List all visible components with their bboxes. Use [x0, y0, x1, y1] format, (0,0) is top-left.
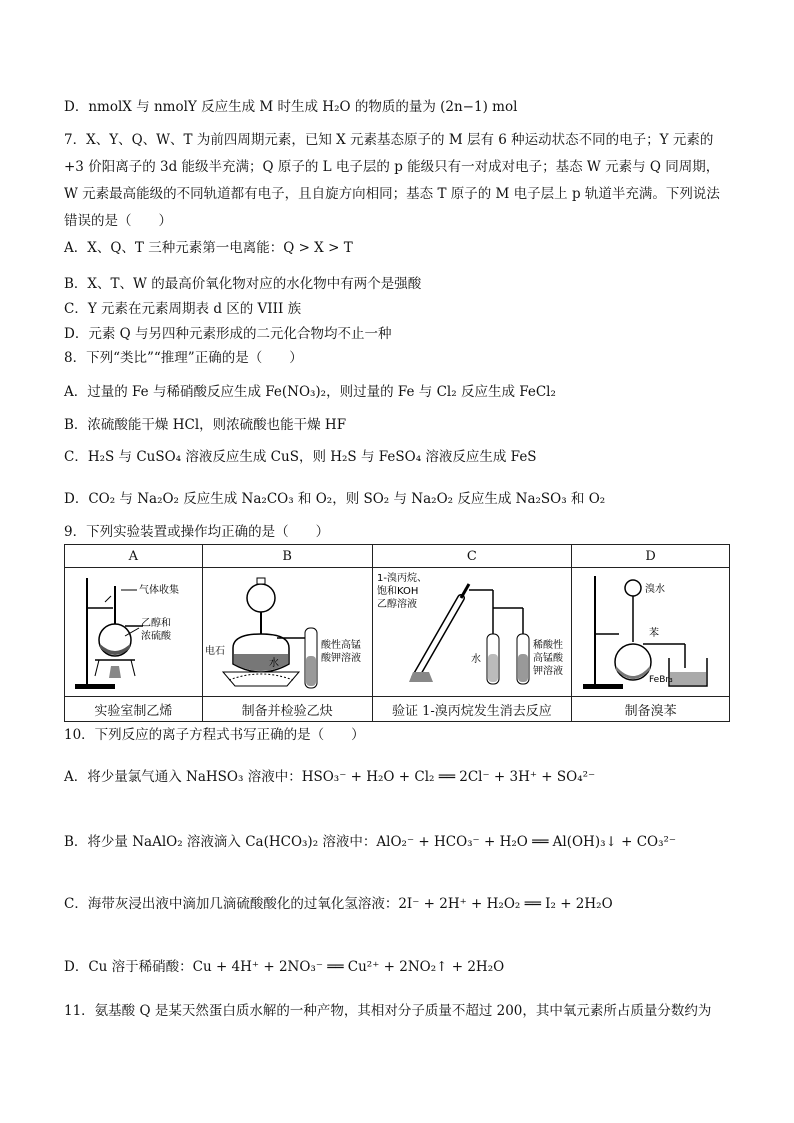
kmno4-label-c2: 高锰酸: [532, 653, 563, 664]
q11-stem: 11．氨基酸 Q 是某天然蛋白质水解的一种产物，其相对分子质量不超过 200，其中氧元素所占质量分数约为: [64, 1003, 712, 1019]
ethylene-apparatus-illustration: [65, 568, 201, 692]
water-label-c: 水: [470, 654, 481, 665]
header-b: B: [202, 545, 372, 568]
q7-option-c: C．Y 元素在元素周期表 d 区的 VIII 族: [64, 301, 302, 317]
bromine-water-label: 溴水: [644, 584, 665, 595]
q8-option-d: D．CO₂ 与 Na₂O₂ 反应生成 Na₂CO₃ 和 O₂，则 SO₂ 与 Na₂O₂ 反应生成 Na₂SO₃ 和 O₂: [64, 491, 606, 507]
kmno4-label-b2: 酸钾溶液: [321, 653, 362, 664]
q9-stem: 9．下列实验装置或操作均正确的是（ ）: [64, 524, 330, 540]
kmno4-label-c3: 钾溶液: [532, 666, 563, 677]
febr3-label: FeBr₃: [648, 675, 673, 685]
acetylene-apparatus-illustration: [203, 568, 371, 692]
ethanol-label: 乙醇和: [141, 618, 172, 629]
q8-stem: 8．下列“类比”“推理”正确的是（ ）: [64, 350, 303, 366]
apparatus-c: [372, 568, 572, 697]
q8-option-a: A．过量的 Fe 与稀硝酸反应生成 Fe(NO₃)₂，则过量的 Fe 与 Cl₂ 反应生成 FeCl₂: [64, 384, 556, 400]
q7-option-d: D．元素 Q 与另四种元素形成的二元化合物均不止一种: [64, 326, 392, 342]
bromobenzene-apparatus-illustration: [573, 568, 729, 692]
header-a: A: [65, 545, 203, 568]
q10-option-d: D．Cu 溶于稀硝酸：Cu + 4H⁺ + 2NO₃⁻ ══ Cu²⁺ + 2NO₂↑ + 2H₂O: [64, 959, 505, 975]
q7-option-a: A．X、Q、T 三种元素第一电离能：Q > X > T: [64, 240, 353, 256]
q8-option-b: B．浓硫酸能干燥 HCl，则浓硫酸也能干燥 HF: [64, 417, 347, 433]
calcium-carbide-label: 电石: [205, 646, 226, 657]
benzene-label: 苯: [648, 628, 659, 639]
apparatus-b: [202, 568, 372, 697]
kmno4-label-b1: 酸性高锰: [321, 640, 362, 651]
apparatus-table: [64, 544, 730, 722]
bromopropane-label: 1-溴丙烷、: [376, 573, 427, 584]
koh-label: 饱和KOH: [376, 586, 419, 597]
caption-a: 实验室制乙烯: [65, 697, 203, 722]
q10-option-a: A．将少量氯气通入 NaHSO₃ 溶液中：HSO₃⁻ + H₂O + Cl₂ ══ 2Cl⁻ + 3H⁺ + SO₄²⁻: [64, 769, 596, 785]
q7-stem: 7．X、Y、Q、W、T 为前四周期元素，已知 X 元素基态原子的 M 层有 6 种运动状态不同的电子；Y 元素的 +3 价阳离子的 3d 能级半充满；Q 原子的 L 电子层的 p 能级只有一对成对电子；基态 W 元素与 Q 同周期，W 元素最高能级的不同轨道都有电子，且自旋方向相同；基态 T 原子的 M 电子层上 p 轨道半充满。下列说法错误的是（ ）: [64, 132, 720, 229]
caption-c: 验证 1-溴丙烷发生消去反应: [372, 697, 572, 722]
q6-option-d: D．nmolX 与 nmolY 反应生成 M 时生成 H₂O 的物质的量为 (2n−1) mol: [64, 99, 518, 115]
apparatus-d: [572, 568, 730, 697]
ethanol-solution-label: 乙醇溶液: [376, 599, 417, 610]
water-label-b: 水: [269, 658, 280, 669]
q10-option-c: C．海带灰浸出液中滴加几滴硫酸酸化的过氧化氢溶液：2I⁻ + 2H⁺ + H₂O₂ ══ I₂ + 2H₂O: [64, 896, 613, 912]
elimination-apparatus-illustration: [373, 568, 571, 692]
caption-b: 制备并检验乙炔: [202, 697, 372, 722]
q10-stem: 10．下列反应的离子方程式书写正确的是（ ）: [64, 727, 365, 743]
q10-option-b: B．将少量 NaAlO₂ 溶液滴入 Ca(HCO₃)₂ 溶液中：AlO₂⁻ + HCO₃⁻ + H₂O ══ Al(OH)₃↓ + CO₃²⁻: [64, 834, 677, 850]
caption-d: 制备溴苯: [572, 697, 730, 722]
gas-collection-label: 气体收集: [139, 585, 180, 596]
header-c: C: [372, 545, 572, 568]
kmno4-label-c1: 稀酸性: [532, 640, 563, 651]
apparatus-a: [65, 568, 203, 697]
header-d: D: [572, 545, 730, 568]
q8-option-c: C．H₂S 与 CuSO₄ 溶液反应生成 CuS，则 H₂S 与 FeSO₄ 溶液反应生成 FeS: [64, 449, 537, 465]
sulfuric-acid-label: 浓硫酸: [141, 631, 172, 642]
q7-option-b: B．X、T、W 的最高价氧化物对应的水化物中有两个是强酸: [64, 276, 422, 292]
